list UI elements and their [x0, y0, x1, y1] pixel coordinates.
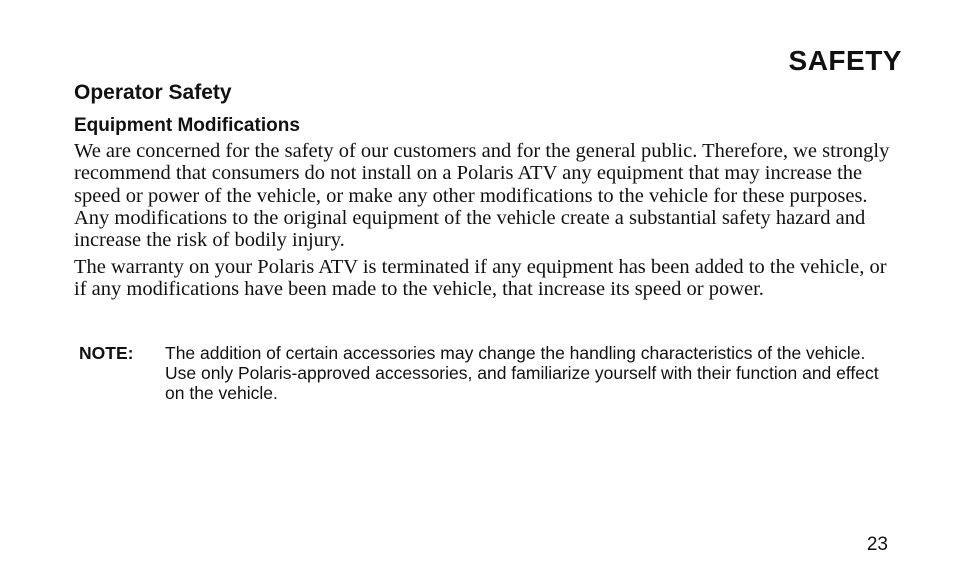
warranty-paragraph: The warranty on your Polaris ATV is terminated if any equipment has been added to the vehicle, or if any modifications have been made to the vehicle, that increase its speed or power. — [74, 256, 887, 301]
page-number: 23 — [866, 534, 888, 555]
safety-paragraph: We are concerned for the safety of our customers and for the general public. Therefore, we strongly recommend that consumers do not install on a Polaris ATV any equipment that may increase the speed or power of the vehicle, or make any other modifications to the vehicle for these purposes. Any modifications to the original equipment of the vehicle create a substantial safety hazard and increase the risk of bodily injury. — [74, 140, 890, 252]
operator-safety-heading: Operator Safety — [74, 81, 232, 104]
note-text: The addition of certain accessories may change the handling characteristics of the vehicle. Use only Polaris-approved accessories, and familiarize yourself with their function and effect on the vehicle. — [165, 343, 879, 403]
note-label: NOTE: — [79, 343, 134, 363]
section-title: SAFETY — [788, 45, 902, 76]
equipment-modifications-heading: Equipment Modifications — [74, 115, 300, 136]
